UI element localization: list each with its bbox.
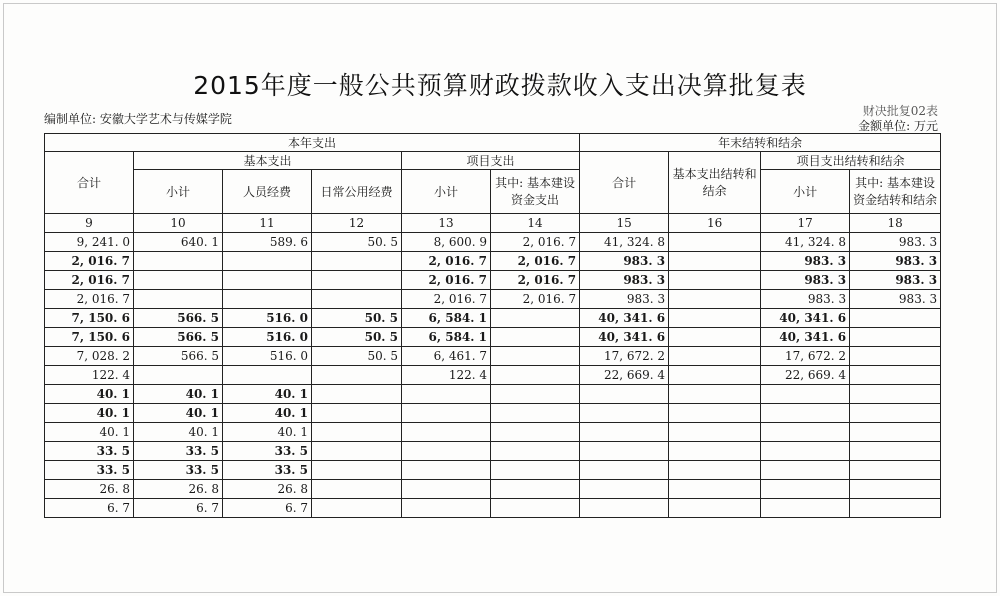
table-cell: 983. 3	[580, 271, 669, 290]
table-cell	[669, 233, 761, 252]
table-cell: 40. 1	[45, 404, 134, 423]
table-cell	[402, 404, 491, 423]
table-cell: 122. 4	[402, 366, 491, 385]
table-cell	[580, 480, 669, 499]
table-cell	[761, 404, 850, 423]
table-cell	[402, 499, 491, 518]
table-cell: 983. 3	[850, 290, 941, 309]
table-cell	[491, 480, 580, 499]
table-cell: 40. 1	[134, 423, 223, 442]
table-cell	[491, 309, 580, 328]
table-cell: 26. 8	[223, 480, 312, 499]
table-cell	[223, 366, 312, 385]
table-cell: 50. 5	[312, 233, 402, 252]
table-cell: 6, 461. 7	[402, 347, 491, 366]
table-cell	[669, 499, 761, 518]
column-index-cell: 12	[312, 214, 402, 233]
table-cell: 983. 3	[761, 271, 850, 290]
table-cell: 2, 016. 7	[491, 233, 580, 252]
table-cell	[580, 442, 669, 461]
table-cell: 6. 7	[45, 499, 134, 518]
header-ye-capital: 其中: 基本建设资金结转和结余	[850, 170, 941, 214]
table-cell: 6. 7	[134, 499, 223, 518]
table-cell: 7, 150. 6	[45, 328, 134, 347]
table-cell: 2, 016. 7	[491, 290, 580, 309]
table-cell: 50. 5	[312, 328, 402, 347]
page-title: 2015年度一般公共预算财政拨款收入支出决算批复表	[193, 71, 807, 100]
table-row	[45, 442, 941, 461]
table-cell	[850, 442, 941, 461]
table-cell	[580, 385, 669, 404]
table-cell: 26. 8	[45, 480, 134, 499]
table-cell: 983. 3	[850, 233, 941, 252]
table-row	[45, 290, 941, 309]
table-cell: 516. 0	[223, 309, 312, 328]
table-row	[45, 423, 941, 442]
table-cell: 566. 5	[134, 328, 223, 347]
table-cell: 40, 341. 6	[580, 309, 669, 328]
table-row	[45, 309, 941, 328]
table-cell: 589. 6	[223, 233, 312, 252]
table-cell: 983. 3	[850, 271, 941, 290]
table-cell	[402, 480, 491, 499]
table-cell: 2, 016. 7	[491, 252, 580, 271]
table-cell	[491, 404, 580, 423]
table-cell: 566. 5	[134, 347, 223, 366]
table-cell: 40, 341. 6	[761, 309, 850, 328]
column-index-cell: 16	[669, 214, 761, 233]
table-cell	[850, 499, 941, 518]
table-cell	[850, 309, 941, 328]
column-index-cell: 15	[580, 214, 669, 233]
header-ye-basic: 基本支出结转和结余	[669, 152, 761, 214]
table-cell: 33. 5	[45, 442, 134, 461]
table-cell	[491, 499, 580, 518]
table-cell: 2, 016. 7	[45, 290, 134, 309]
table-cell: 6, 584. 1	[402, 328, 491, 347]
table-cell	[312, 461, 402, 480]
header-ye-project-subtotal: 小计	[761, 170, 850, 214]
table-cell: 640. 1	[134, 233, 223, 252]
table-cell	[223, 252, 312, 271]
table-cell: 40. 1	[45, 423, 134, 442]
column-index-cell: 10	[134, 214, 223, 233]
table-cell	[850, 347, 941, 366]
table-cell	[402, 461, 491, 480]
table-cell	[669, 404, 761, 423]
table-row	[45, 480, 941, 499]
table-cell	[850, 461, 941, 480]
table-cell: 2, 016. 7	[45, 271, 134, 290]
table-cell: 983. 3	[850, 252, 941, 271]
table-cell	[669, 385, 761, 404]
table-cell	[669, 461, 761, 480]
table-cell	[312, 499, 402, 518]
table-cell: 33. 5	[223, 442, 312, 461]
header-project-capital: 其中: 基本建设资金支出	[491, 170, 580, 214]
table-cell	[850, 480, 941, 499]
table-cell	[134, 252, 223, 271]
column-index-cell: 18	[850, 214, 941, 233]
table-cell: 7, 150. 6	[45, 309, 134, 328]
table-cell: 40. 1	[134, 385, 223, 404]
table-cell	[669, 290, 761, 309]
table-cell	[850, 385, 941, 404]
table-cell	[850, 366, 941, 385]
table-row	[45, 499, 941, 518]
table-cell	[134, 366, 223, 385]
column-index-cell: 9	[45, 214, 134, 233]
table-cell: 17, 672. 2	[580, 347, 669, 366]
table-cell: 40, 341. 6	[580, 328, 669, 347]
table-cell	[669, 252, 761, 271]
table-cell	[134, 271, 223, 290]
table-cell: 40. 1	[134, 404, 223, 423]
table-cell	[669, 366, 761, 385]
table-cell: 2, 016. 7	[402, 271, 491, 290]
table-cell: 33. 5	[134, 442, 223, 461]
column-index-row	[45, 214, 941, 233]
table-cell	[761, 385, 850, 404]
table-cell: 516. 0	[223, 347, 312, 366]
header-project-subtotal: 小计	[402, 170, 491, 214]
header-basic-expenditure: 基本支出	[134, 152, 402, 170]
column-index-cell: 14	[491, 214, 580, 233]
table-cell: 2, 016. 7	[491, 271, 580, 290]
table-row	[45, 252, 941, 271]
table-cell: 983. 3	[580, 252, 669, 271]
table-cell: 9, 241. 0	[45, 233, 134, 252]
table-cell	[669, 309, 761, 328]
table-cell: 2, 016. 7	[45, 252, 134, 271]
table-cell: 8, 600. 9	[402, 233, 491, 252]
table-cell: 40, 341. 6	[761, 328, 850, 347]
budget-table	[44, 133, 941, 518]
table-cell: 2, 016. 7	[402, 290, 491, 309]
table-cell: 40. 1	[223, 385, 312, 404]
table-cell	[761, 442, 850, 461]
table-cell: 26. 8	[134, 480, 223, 499]
table-cell: 2, 016. 7	[402, 252, 491, 271]
table-cell: 50. 5	[312, 347, 402, 366]
table-cell: 33. 5	[223, 461, 312, 480]
header-daily-public: 日常公用经费	[312, 170, 402, 214]
table-cell	[669, 328, 761, 347]
table-cell: 41, 324. 8	[580, 233, 669, 252]
table-cell: 41, 324. 8	[761, 233, 850, 252]
header-total: 合计	[45, 152, 134, 214]
table-cell	[312, 271, 402, 290]
table-cell: 22, 669. 4	[761, 366, 850, 385]
table-cell: 33. 5	[45, 461, 134, 480]
table-cell	[580, 423, 669, 442]
form-number: 财决批复02表	[862, 104, 938, 118]
table-row	[45, 385, 941, 404]
table-cell	[491, 423, 580, 442]
table-cell	[312, 442, 402, 461]
table-cell	[761, 461, 850, 480]
table-cell	[669, 480, 761, 499]
table-cell	[491, 461, 580, 480]
table-cell	[312, 252, 402, 271]
header-personnel: 人员经费	[223, 170, 312, 214]
table-cell	[312, 423, 402, 442]
table-cell	[850, 328, 941, 347]
table-cell	[402, 423, 491, 442]
header-year-end: 年末结转和结余	[580, 134, 941, 152]
table-cell	[850, 404, 941, 423]
amount-unit: 金额单位: 万元	[858, 119, 938, 133]
table-cell: 566. 5	[134, 309, 223, 328]
table-cell	[580, 461, 669, 480]
column-index-cell: 11	[223, 214, 312, 233]
header-project-expenditure: 项目支出	[402, 152, 580, 170]
table-cell: 516. 0	[223, 328, 312, 347]
compiling-unit: 编制单位: 安徽大学艺术与传媒学院	[44, 112, 232, 126]
table-row	[45, 366, 941, 385]
table-body	[45, 233, 941, 518]
table-cell: 7, 028. 2	[45, 347, 134, 366]
table-cell	[491, 442, 580, 461]
table-cell: 122. 4	[45, 366, 134, 385]
table-cell: 33. 5	[134, 461, 223, 480]
table-cell: 983. 3	[761, 290, 850, 309]
table-cell	[402, 385, 491, 404]
table-cell	[312, 385, 402, 404]
header-current-year: 本年支出	[45, 134, 580, 152]
header-ye-project: 项目支出结转和结余	[761, 152, 941, 170]
table-cell: 17, 672. 2	[761, 347, 850, 366]
table-cell: 6, 584. 1	[402, 309, 491, 328]
table-cell	[312, 480, 402, 499]
table-cell	[312, 404, 402, 423]
table-cell	[761, 499, 850, 518]
table-cell	[134, 290, 223, 309]
table-cell: 50. 5	[312, 309, 402, 328]
table-cell	[669, 347, 761, 366]
table-cell	[850, 423, 941, 442]
table-row	[45, 233, 941, 252]
table-cell: 22, 669. 4	[580, 366, 669, 385]
table-cell: 40. 1	[223, 404, 312, 423]
table-row	[45, 271, 941, 290]
table-row	[45, 328, 941, 347]
table-cell	[223, 290, 312, 309]
table-cell	[580, 404, 669, 423]
table-row	[45, 404, 941, 423]
column-index-cell: 17	[761, 214, 850, 233]
table-cell: 40. 1	[223, 423, 312, 442]
table-cell: 983. 3	[761, 252, 850, 271]
table-cell	[761, 480, 850, 499]
table-cell	[491, 385, 580, 404]
table-cell	[312, 290, 402, 309]
table-cell	[580, 499, 669, 518]
table-cell	[491, 366, 580, 385]
table-cell	[669, 423, 761, 442]
table-row	[45, 347, 941, 366]
table-cell	[402, 442, 491, 461]
table-cell	[669, 442, 761, 461]
table-cell: 983. 3	[580, 290, 669, 309]
header-basic-subtotal: 小计	[134, 170, 223, 214]
table-cell	[761, 423, 850, 442]
table-cell: 40. 1	[45, 385, 134, 404]
header-ye-total: 合计	[580, 152, 669, 214]
table-row	[45, 461, 941, 480]
table-cell	[491, 347, 580, 366]
table-cell	[312, 366, 402, 385]
column-index-cell: 13	[402, 214, 491, 233]
table-cell	[491, 328, 580, 347]
table-cell	[669, 271, 761, 290]
table-cell: 6. 7	[223, 499, 312, 518]
table-cell	[223, 271, 312, 290]
